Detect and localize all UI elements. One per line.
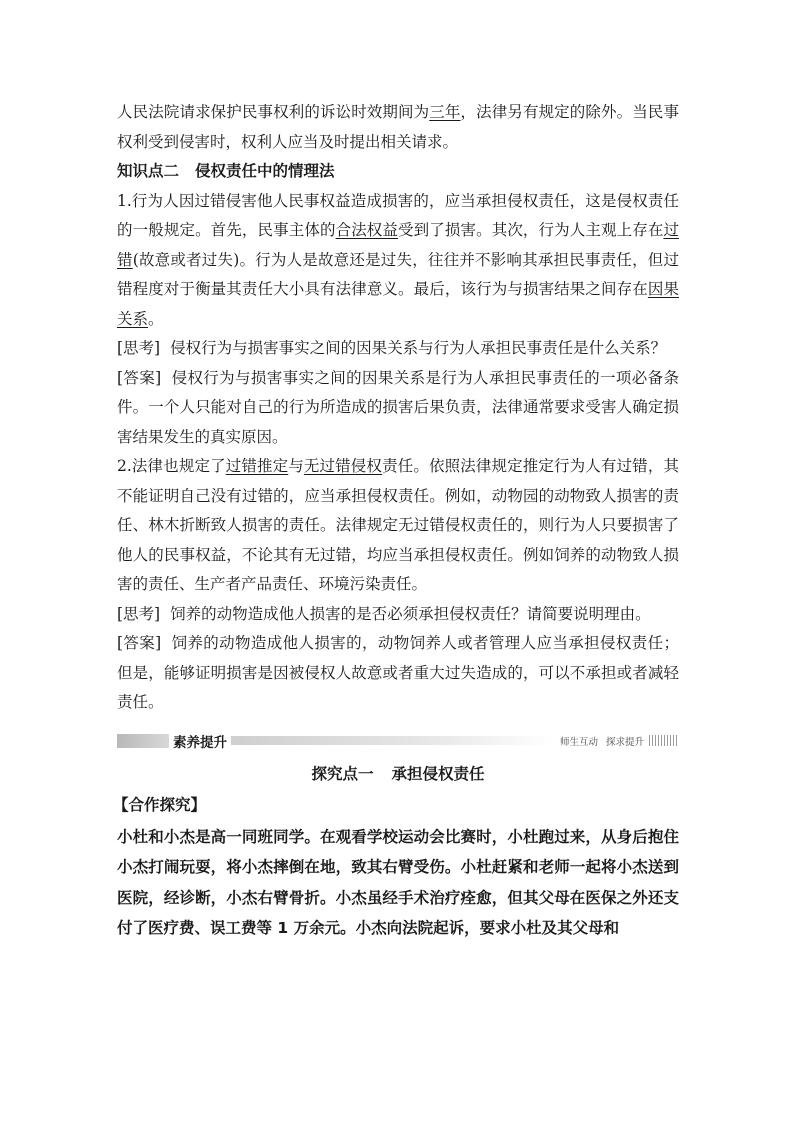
underlined-term: 三年	[429, 103, 461, 121]
answer-tag: [答案]	[117, 634, 162, 652]
text: 1.行为人因过错侵害他人民事权益造成损害的，应当承担侵权责任，这是侵权责任的一般规定。首先，民事主体的	[117, 191, 679, 239]
banner-title: 素养提升	[169, 731, 231, 751]
knowledge-point-title: 侵权责任中的情理法	[195, 162, 335, 180]
think-text: 饲养的动物造成他人损害的是否必须承担侵权责任？请简要说明理由。	[170, 604, 651, 623]
think-tag: [思考]	[117, 339, 161, 357]
knowledge-point-label: 知识点二	[117, 162, 180, 180]
text: 与	[288, 457, 304, 475]
banner-decoration-stripes	[649, 735, 679, 746]
banner-sub-1: 师生互动	[559, 736, 598, 748]
text: 2.法律也规定了	[117, 457, 226, 475]
underlined-term: 因果关系	[117, 280, 679, 328]
answer-paragraph-1	[117, 364, 679, 453]
underlined-term: 过错推定	[225, 457, 289, 475]
explore-point-name: 承担侵权责任	[391, 764, 485, 783]
answer-text: 侵权行为与损害事实之间的因果关系是行为人承担民事责任的一项必备条件。一个人只能对自己的行为所造成的损害后果负责，法律通常要求受害人确定损害结果发生的真实原因。	[117, 368, 679, 446]
case-paragraph: 小杜和小杰是高一同班同学。在观看学校运动会比赛时，小杜跑过来，从身后抱住小杰打闹玩耍，将小杰摔倒在地，致其右臂受伤。小杜赶紧和老师一起将小杰送到医院，经诊断，小杰右臂骨折。小杰虽经手术治疗痊愈，但其父母在医保之外还支付了医疗费、误工费等 1 万余元。小杰向法院起诉，要求小杜及其父母和	[117, 827, 679, 937]
answer-text: 饲养的动物造成他人损害的，动物饲养人或者管理人应当承担侵权责任；但是，能够证明损害是因被侵权人故意或者重大过失造成的，可以不承担或者减轻责任。	[117, 634, 679, 711]
paragraph-item-2	[117, 452, 679, 600]
think-tag: [思考]	[117, 604, 161, 623]
paragraph-item-1	[117, 187, 679, 335]
text: 受到了损害。其次，行为人主观上存在	[398, 221, 664, 239]
banner-subtitle	[560, 734, 644, 748]
banner-decoration-left	[117, 734, 169, 748]
banner-sub-2: 探求提升	[605, 736, 644, 748]
text: 责任。依照法律规定推定行为人有过错，其不能证明自己没有过错的，应当承担侵权责任。例如，动物园的动物致人损害的责任、林木折断致人损害的责任。法律规定无过错侵权责任的，则行为人只要损害了他人的民事权益，不论其有无过错，均应当承担侵权责任。例如饲养的动物致人损害的责任、生产者产品责任、环境污染责任。	[117, 457, 679, 593]
knowledge-point-heading	[117, 157, 679, 187]
underlined-term: 合法权益	[335, 221, 399, 239]
think-paragraph-1	[117, 334, 679, 364]
paragraph-statute-limitation	[117, 98, 679, 157]
answer-paragraph-2	[117, 629, 679, 718]
banner-gradient-line	[231, 736, 554, 745]
underlined-term: 无过错侵权	[303, 457, 383, 475]
underlined-term: 过错	[117, 221, 679, 269]
think-text: 侵权行为与损害事实之间的因果关系与行为人承担民事责任是什么关系？	[170, 339, 667, 357]
text: 人民法院请求保护民事权利的诉讼时效期间为	[117, 103, 430, 121]
text: (故意或者过失)。行为人是故意还是过失，往往并不影响其承担民事责任，但过错程度对于衡量其责任大小具有法律意义。最后，该行为与损害结果之间存在	[117, 250, 679, 298]
text: ，法律另有规定的除外。当民事权利受到侵害时，权利人应当及时提出相关请求。	[117, 103, 679, 151]
think-paragraph-2	[117, 600, 679, 630]
answer-tag: [答案]	[117, 368, 162, 387]
text: 。	[148, 309, 164, 328]
document-content	[113, 98, 679, 944]
explore-point-title	[117, 760, 679, 789]
section-banner	[117, 730, 679, 752]
explore-point-label: 探究点一	[311, 764, 374, 783]
cooperative-exploration-heading: 【合作探究】	[113, 795, 207, 814]
